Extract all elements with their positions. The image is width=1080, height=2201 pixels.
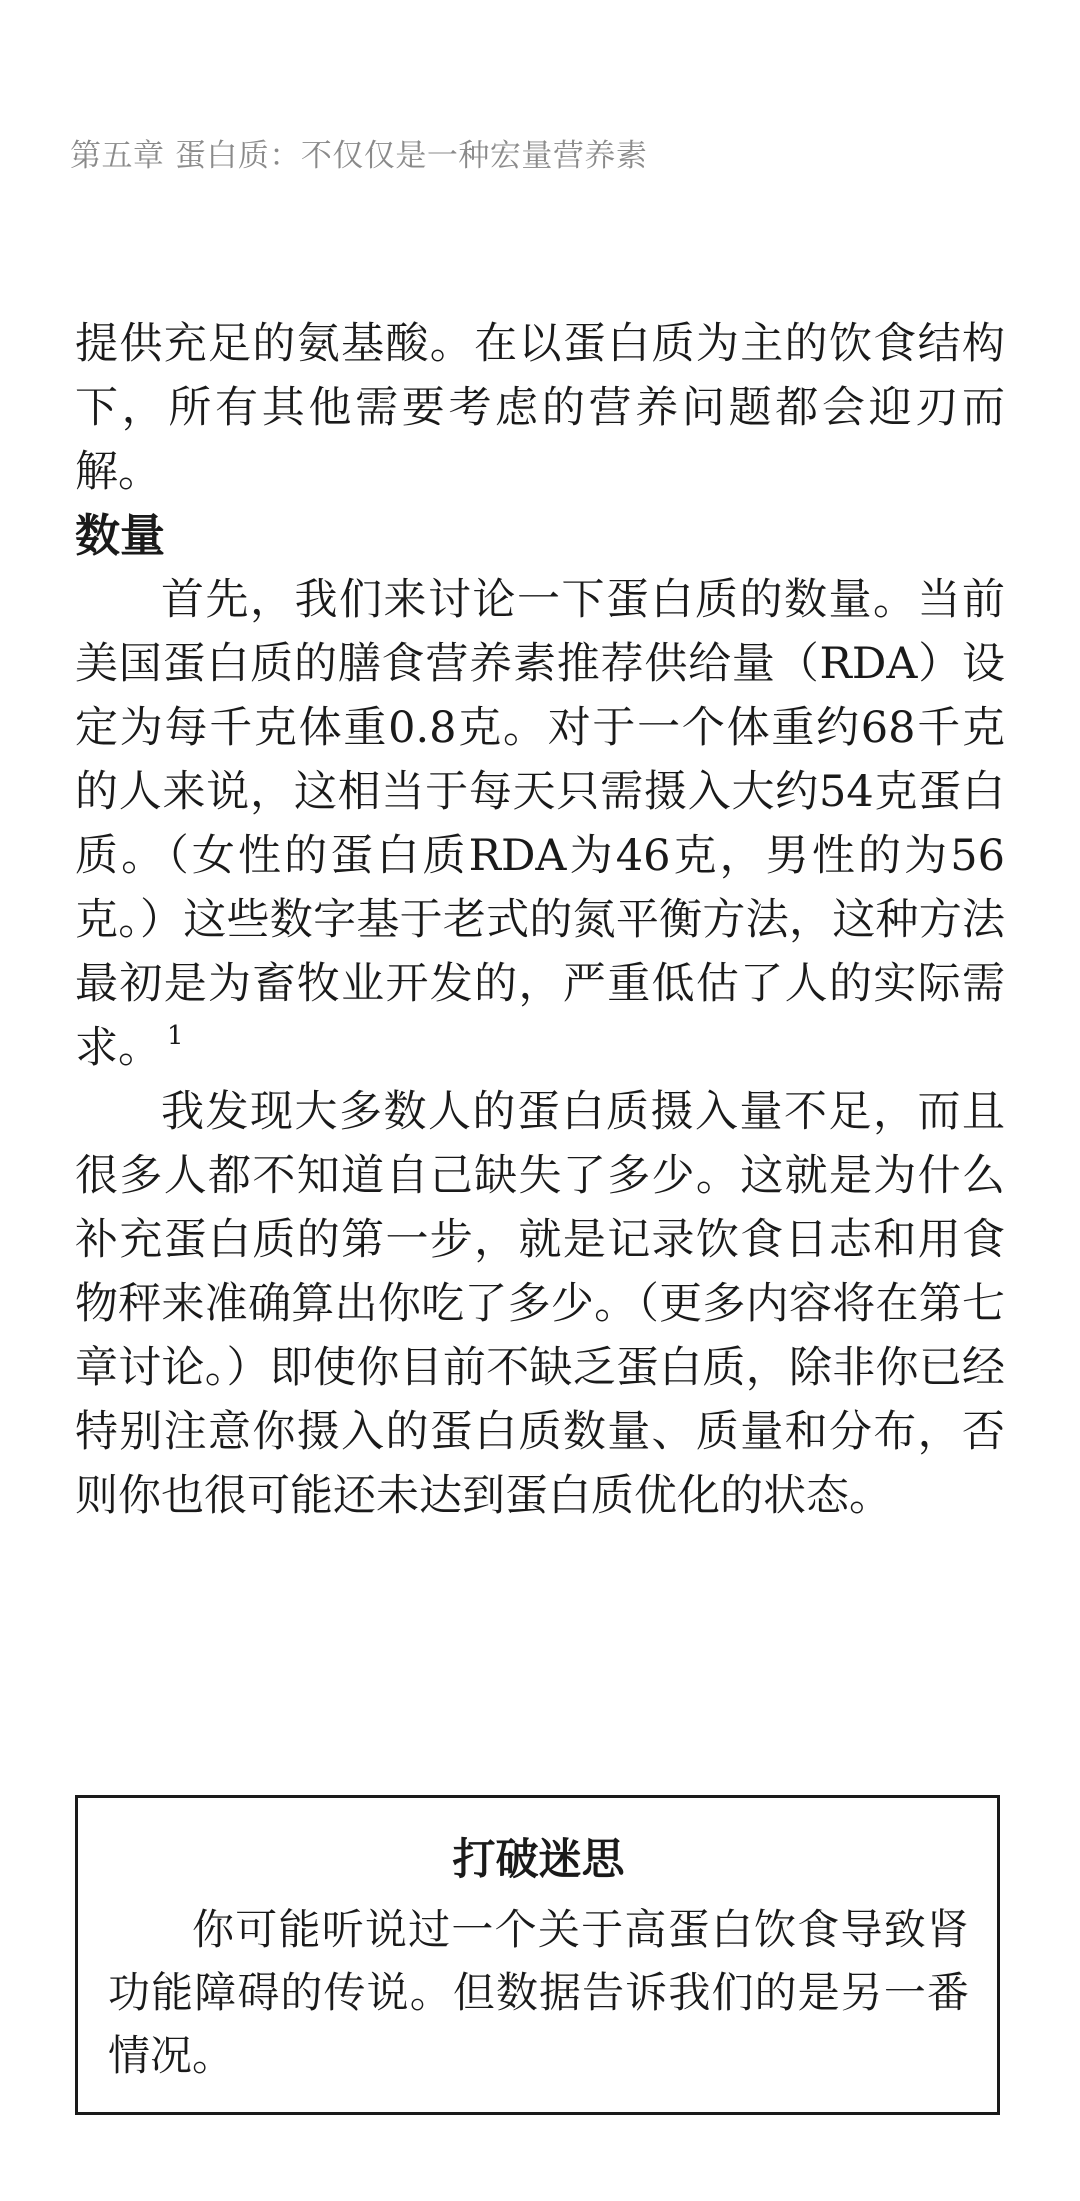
paragraph-quantity: [75, 568, 1005, 1080]
footnote-marker[interactable]: 1: [167, 1021, 184, 1051]
myth-box-body: 你可能听说过一个关于高蛋白饮食导致肾功能障碍的传说。但数据告诉我们的是另一番情况。: [108, 1905, 969, 2080]
section-heading-quantity: 数量: [75, 509, 166, 562]
main-text: [75, 312, 1005, 1528]
paragraph-quantity-text: 首先，我们来讨论一下蛋白质的数量。当前美国蛋白质的膳食营养素推荐供给量（RDA）设定为每千克体重0.8克。对于一个体重约68千克的人来说，这相当于每天只需摄入大约54克蛋白质。（女性的蛋白质RDA为46克，男性的为56克。）这些数字基于老式的氮平衡方法，这种方法最初是为畜牧业开发的，严重低估了人的实际需求。: [75, 575, 1005, 1073]
paragraph-intro: 提供充足的氨基酸。在以蛋白质为主的饮食结构下，所有其他需要考虑的营养问题都会迎刃而解。: [75, 319, 1005, 497]
paragraph-shortfall: 我发现大多数人的蛋白质摄入量不足，而且很多人都不知道自己缺失了多少。这就是为什么补充蛋白质的第一步，就是记录饮食日志和用食物秤来准确算出你吃了多少。（更多内容将在第七章讨论。）即使你目前不缺乏蛋白质，除非你已经特别注意你摄入的蛋白质数量、质量和分布，否则你也很可能还未达到蛋白质优化的状态。: [75, 1087, 1005, 1521]
myth-busting-box: [75, 1795, 1000, 2115]
running-header: 第五章 蛋白质：不仅仅是一种宏量营养素: [70, 138, 648, 174]
myth-box-title: 打破迷思: [452, 1835, 625, 1885]
